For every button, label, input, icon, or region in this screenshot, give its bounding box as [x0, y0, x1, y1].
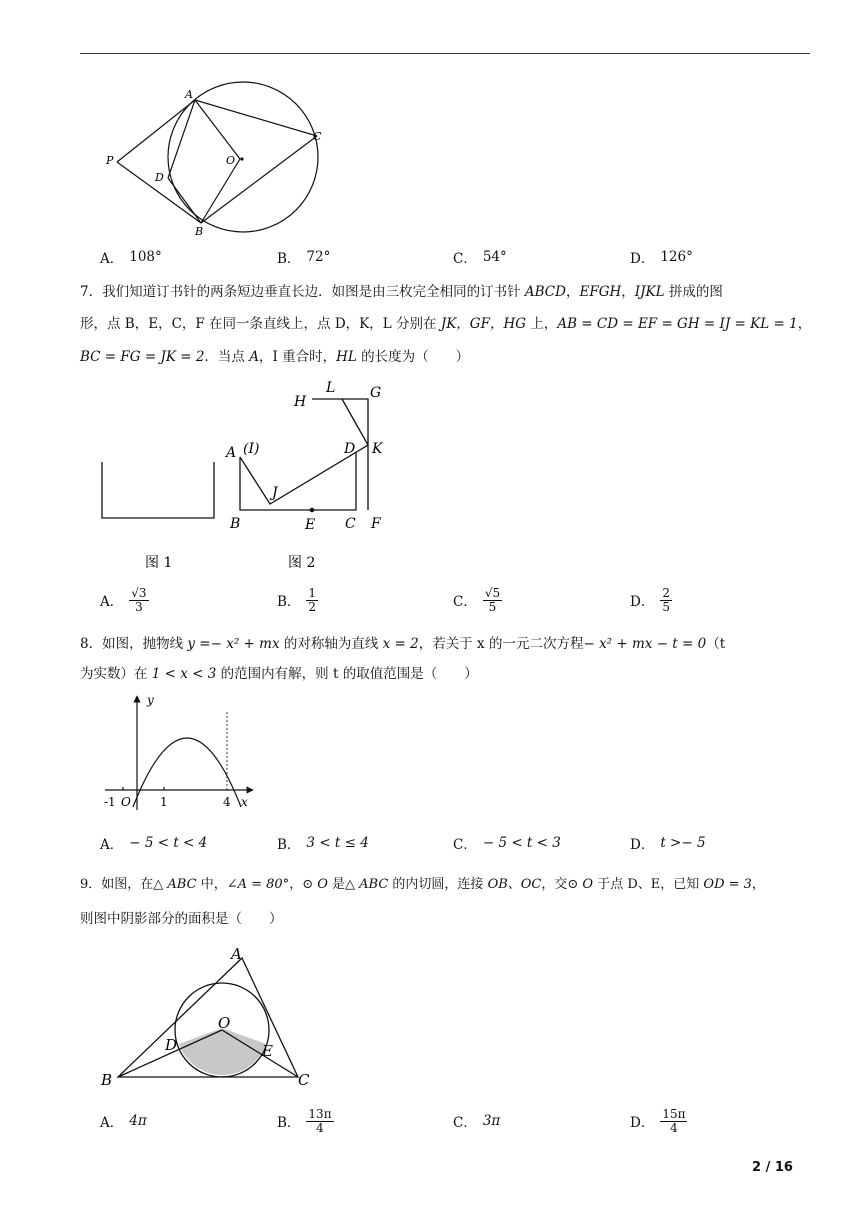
label-o: O: [226, 154, 236, 167]
q8-option-c[interactable]: C． − 5 < t < 3: [453, 835, 561, 853]
shaded-sector: [179, 1028, 266, 1075]
label-f: F: [371, 516, 381, 532]
label-b: B: [230, 516, 241, 532]
q7-line1: 7．我们知道订书针的两条短边垂直长边．如图是由三枚完全相同的订书针 ABCD，EFGH，IJKL 拼成的图: [80, 284, 723, 300]
q7-option-b[interactable]: B． $\frac{1}{2}$: [277, 585, 317, 614]
label-four: 4: [223, 795, 231, 809]
label-l: L: [326, 380, 336, 396]
label-g: G: [370, 385, 382, 401]
label-j: J: [272, 485, 278, 501]
fig1-staple: [102, 462, 214, 518]
q9-option-a[interactable]: A． 4π: [100, 1113, 147, 1131]
q7-option-d[interactable]: D． $\frac{2}{5}$: [630, 585, 670, 614]
q7-options: [100, 585, 800, 615]
fig1-caption: 图 1: [145, 555, 173, 571]
label-d: D: [165, 1036, 178, 1054]
parabola-figure: [95, 690, 265, 815]
label-one: 1: [160, 795, 168, 809]
label-e: E: [305, 517, 316, 533]
q9-option-c[interactable]: C． 3π: [453, 1113, 501, 1131]
label-p: P: [106, 154, 114, 167]
q9-option-d[interactable]: D． $\frac{15\pi}{4}$: [630, 1106, 686, 1135]
q9-options: [100, 1106, 800, 1136]
label-o: O: [121, 795, 131, 809]
q9-line2: 则图中阴影部分的面积是（ ）: [80, 911, 283, 927]
label-y: y: [147, 693, 154, 707]
q8-option-a[interactable]: A． − 5 < t < 4: [100, 835, 208, 853]
label-b: B: [195, 225, 204, 238]
staple-figure: [90, 375, 420, 575]
incircle-figure: [95, 940, 330, 1090]
q7-line2: 形，点 B，E，C，F 在同一条直线上，点 D，K，L 分别在 JK，GF，HG 上，AB = CD = EF = GH = IJ = KL = 1，: [80, 316, 812, 332]
header-rule: [80, 53, 810, 54]
label-i: (I): [243, 441, 260, 457]
q6-options: [100, 242, 800, 272]
q7-option-c[interactable]: C． $\frac{√5}{5}$: [453, 585, 501, 614]
q8-option-b[interactable]: B． 3 < t ≤ 4: [277, 835, 369, 853]
q8-line1: 8．如图，抛物线 y =− x² + mx 的对称轴为直线 x = 2，若关于 x 的一元二次方程− x² + mx − t = 0（t: [80, 636, 726, 652]
label-c: C: [313, 130, 322, 143]
q6-option-b[interactable]: B． 72°: [277, 249, 331, 267]
label-neg-one: -1: [104, 795, 116, 809]
q8-options: [100, 828, 800, 858]
label-o: O: [218, 1014, 231, 1032]
label-b: B: [101, 1071, 113, 1089]
q6-option-c[interactable]: C． 54°: [453, 249, 507, 267]
label-c: C: [345, 516, 356, 532]
fig2-caption: 图 2: [288, 555, 316, 571]
label-a: A: [185, 88, 193, 101]
label-e: E: [262, 1042, 273, 1060]
label-d: D: [344, 441, 356, 457]
q9-line1: 9．如图，在△ ABC 中，∠A = 80°，⊙ O 是△ ABC 的内切圆，连接 OB、OC，交⊙ O 于点 D、E，已知 OD = 3，: [80, 877, 765, 892]
label-c: C: [298, 1071, 310, 1089]
label-d: D: [155, 171, 164, 184]
page-number: 2 / 16: [752, 1160, 793, 1175]
q8-option-d[interactable]: D． t >− 5: [630, 835, 706, 853]
q9-option-b[interactable]: B． $\frac{13\pi}{4}$: [277, 1106, 332, 1135]
label-h: H: [294, 394, 307, 410]
q7-option-a[interactable]: A． $\frac{√3}{3}$: [100, 585, 147, 614]
q6-option-d[interactable]: D． 126°: [630, 249, 693, 267]
q6-option-a[interactable]: A． 108°: [100, 249, 162, 267]
label-a: A: [231, 945, 242, 963]
label-a: A: [226, 445, 237, 461]
circle-tangent-figure: [95, 80, 345, 240]
q7-line3: BC = FG = JK = 2．当点 A，I 重合时，HL 的长度为（ ）: [80, 349, 470, 365]
q8-line2: 为实数）在 1 < x < 3 的范围内有解，则 t 的取值范围是（ ）: [80, 666, 478, 682]
label-k: K: [372, 441, 383, 457]
label-x: x: [241, 795, 248, 809]
